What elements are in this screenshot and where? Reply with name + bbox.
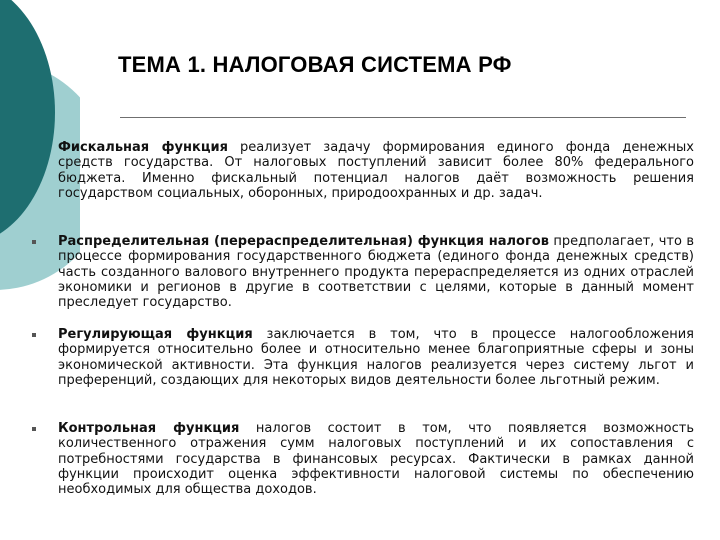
list-item-fiscal-function — [58, 140, 694, 201]
list-item-heading: Фискальная функция — [58, 140, 228, 155]
list-item-text: предполагает, что в процессе формирования государственного бюджета (единого фонда денежных средств) часть созданного валового внутреннего продукта перераспределяется из одних отраслей экономики и регионов в другие в соответствии с целями, которые в данный момент преследует государство. — [58, 234, 695, 311]
list-item-text: заключается в том, что в процессе налогообложения формируется относительно более и относительно менее благоприятные сферы и зоны экономической активности. Эта функция налогов реализуется через систему льгот и преференций, создающих для некоторых видов деятельности более льготный режим. — [58, 327, 694, 388]
list-item-regulating-function — [58, 327, 694, 388]
list-item-text: налогов состоит в том, что появляется возможность количественного отражения сумм налоговых поступлений и их сопоставления с потребностями государства в финансовых ресурсах. Фактически в рамках данной функции происходит оценка эффективности налоговой системы по обеспечению необходимых для общества доходов. — [58, 421, 694, 498]
bullet-marker — [32, 333, 36, 337]
slide-title: ТЕМА 1. НАЛОГОВАЯ СИСТЕМА РФ — [118, 52, 512, 77]
list-item-heading: Распределительная (перераспределительная) функция налогов — [58, 234, 549, 249]
list-item-heading: Контрольная функция — [58, 421, 240, 436]
list-item-distribution-function — [58, 234, 694, 310]
bullet-marker — [32, 427, 36, 431]
title-divider — [120, 117, 686, 118]
bullet-marker — [32, 240, 36, 244]
list-item-heading: Регулирующая функция — [58, 327, 253, 342]
list-item-text: реализует задачу формирования единого фонда денежных средств государства. От налоговых поступлений зависит более 80% федерального бюджета. Именно фискальный потенциал налогов даёт возможность решения государством социальных, оборонных, природоохранных и др. задач. — [58, 140, 694, 201]
list-item-control-function — [58, 421, 694, 497]
